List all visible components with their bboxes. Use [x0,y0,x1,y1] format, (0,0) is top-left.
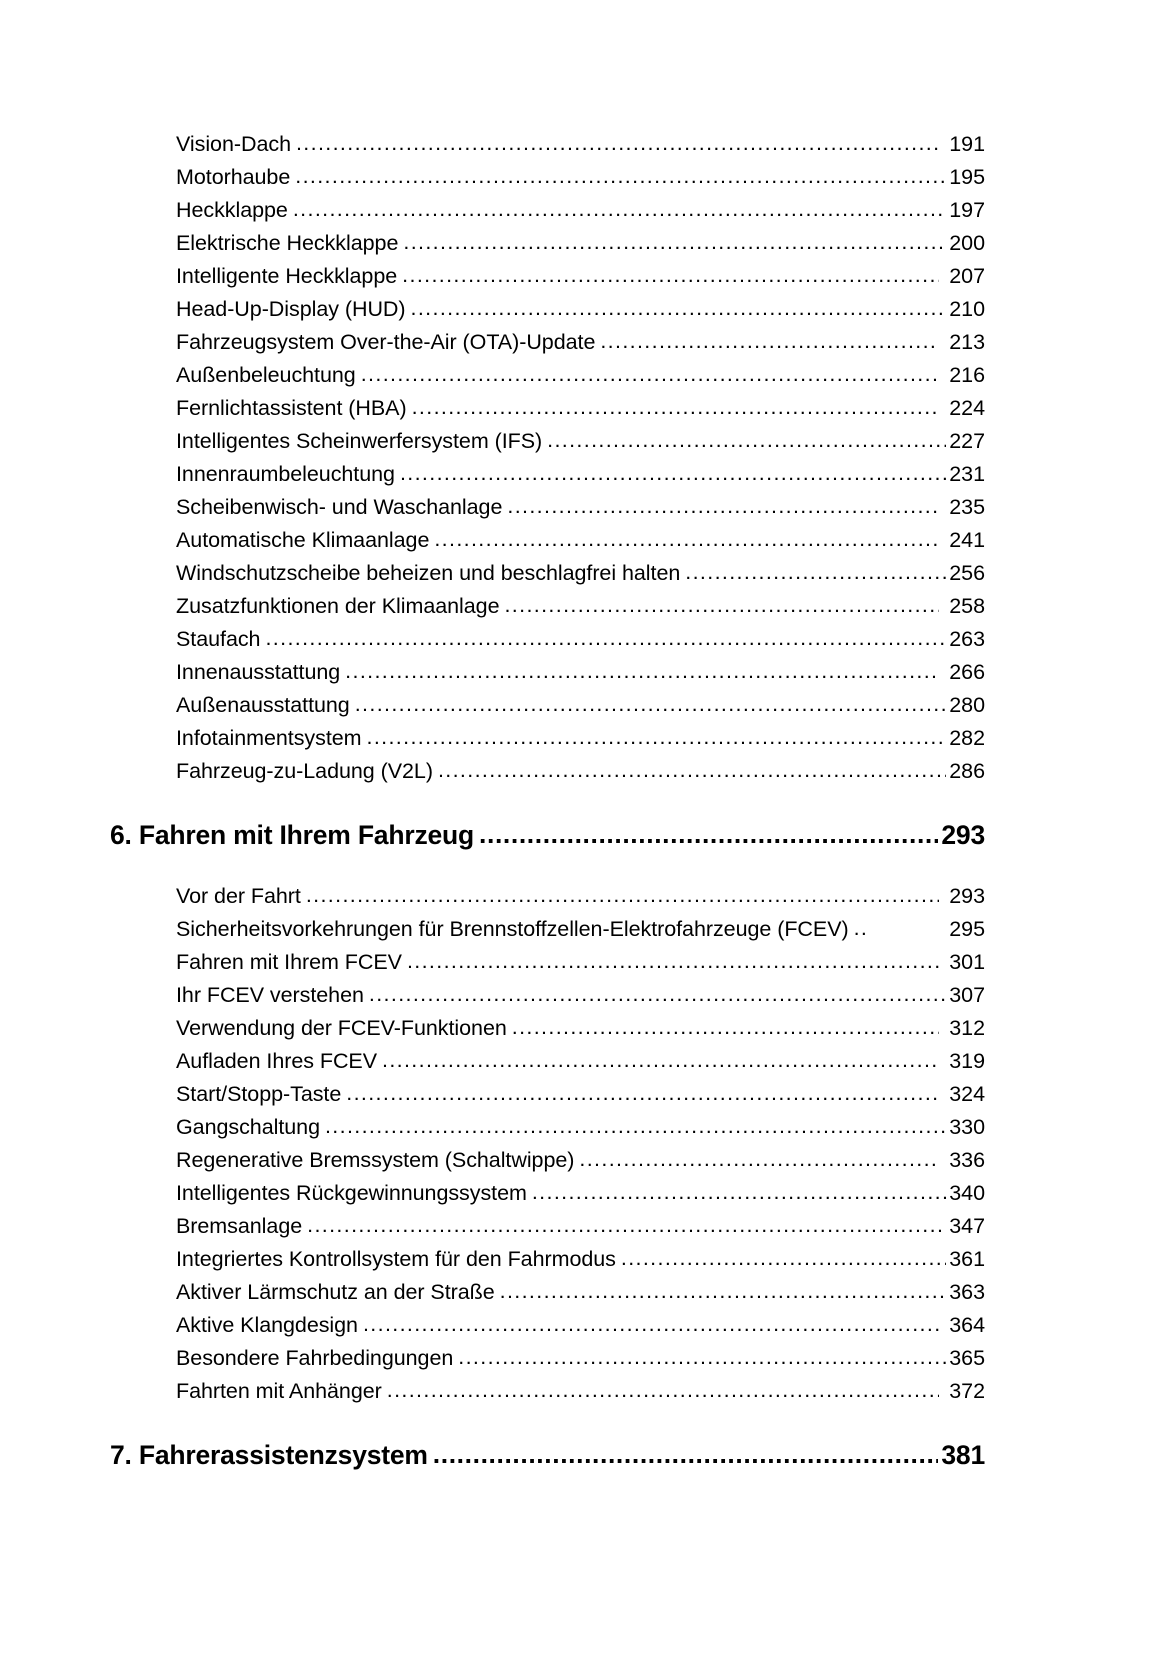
toc-entry-label: Vision-Dach [176,132,291,156]
toc-dot-leader [579,1147,939,1172]
toc-dot-leader [433,1439,939,1470]
toc-entry-row[interactable] [110,1181,985,1214]
toc-entry-label: Regenerative Bremssystem (Schaltwippe) [176,1148,575,1172]
toc-entry-page-number: 301 [949,950,985,974]
toc-entry-page-number: 372 [949,1379,985,1403]
toc-dot-leader [621,1246,946,1271]
toc-entry-row[interactable] [110,1115,985,1148]
toc-entry-label: Intelligentes Scheinwerfersystem (IFS) [176,429,543,453]
toc-entry-label: Außenausstattung [176,693,350,717]
toc-dot-leader [363,1312,939,1337]
toc-entry-row[interactable] [110,132,985,165]
toc-dot-leader [438,758,946,783]
toc-entry-row[interactable] [110,297,985,330]
toc-entry-row[interactable] [110,950,985,983]
toc-entry-row[interactable] [110,917,985,950]
toc-dot-leader [479,819,938,850]
toc-entry-label: Gangschaltung [176,1115,320,1139]
toc-entry-row[interactable] [110,264,985,297]
toc-entry-label: Staufach [176,627,261,651]
toc-chapter-label: 6. Fahren mit Ihrem Fahrzeug [110,820,475,850]
toc-entry-label: Motorhaube [176,165,291,189]
toc-dot-leader [293,197,946,222]
toc-dot-leader [600,329,939,354]
toc-entry-row[interactable] [110,495,985,528]
toc-chapter-row[interactable] [110,1440,985,1486]
toc-entry-page-number: 365 [949,1346,985,1370]
toc-entry-page-number: 210 [949,297,985,321]
toc-entry-label: Innenraumbeleuchtung [176,462,395,486]
toc-entry-label: Besondere Fahrbedingungen [176,1346,454,1370]
toc-dot-leader [411,296,947,321]
toc-dot-leader [296,131,939,156]
toc-dot-leader [361,362,940,387]
toc-entry-label: Integriertes Kontrollsystem für den Fahrmodus [176,1247,616,1271]
toc-entry-row[interactable] [110,594,985,627]
toc-entry-row[interactable] [110,1049,985,1082]
toc-entry-page-number: 361 [949,1247,985,1271]
toc-entry-page-number: 363 [949,1280,985,1304]
toc-entry-label: Zusatzfunktionen der Klimaanlage [176,594,500,618]
toc-entry-row[interactable] [110,396,985,429]
toc-entry-row[interactable] [110,231,985,264]
toc-entry-label: Fahrzeug-zu-Ladung (V2L) [176,759,433,783]
toc-entry-label: Head-Up-Display (HUD) [176,297,406,321]
toc-dot-leader [367,725,947,750]
toc-dot-leader [685,560,946,585]
toc-dot-leader [325,1114,946,1139]
toc-chapter-page-number: 293 [941,820,985,850]
toc-entry-row[interactable] [110,1247,985,1280]
toc-dot-leader [532,1180,946,1205]
toc-entry-label: Infotainmentsystem [176,726,362,750]
toc-dot-leader [400,461,946,486]
toc-entry-page-number: 256 [949,561,985,585]
toc-entry-row[interactable] [110,759,985,792]
toc-dot-leader [403,230,946,255]
toc-entry-page-number: 195 [949,165,985,189]
toc-entry-label: Scheibenwisch- und Waschanlage [176,495,503,519]
toc-entry-label: Bremsanlage [176,1214,303,1238]
toc-entry-label: Ihr FCEV verstehen [176,983,364,1007]
toc-dot-leader [402,263,939,288]
toc-entry-row[interactable] [110,1214,985,1247]
toc-entry-row[interactable] [110,1082,985,1115]
toc-entry-label: Verwendung der FCEV-Funktionen [176,1016,507,1040]
toc-dot-leader [345,659,939,684]
toc-dot-leader [307,1213,946,1238]
toc-entry-page-number: 216 [949,363,985,387]
toc-entry-label: Aktive Klangdesign [176,1313,358,1337]
toc-dot-leader [507,494,939,519]
toc-entry-label: Intelligente Heckklappe [176,264,398,288]
toc-entry-page-number: 280 [949,693,985,717]
toc-entry-row[interactable] [110,429,985,462]
toc-entry-label: Vor der Fahrt [176,884,301,908]
toc-entry-row[interactable] [110,1313,985,1346]
toc-entry-page-number: 207 [949,264,985,288]
toc-entry-label: Intelligentes Rückgewinnungssystem [176,1181,527,1205]
toc-entry-page-number: 224 [949,396,985,420]
toc-chapter-page-number: 381 [941,1440,985,1470]
toc-dot-leader [346,1081,939,1106]
toc-dot-leader [500,1279,947,1304]
toc-entry-row[interactable] [110,528,985,561]
toc-entry-page-number: 295 [949,917,985,941]
toc-entry-label: Heckklappe [176,198,288,222]
toc-entry-row[interactable] [110,1379,985,1412]
toc-entry-page-number: 347 [949,1214,985,1238]
toc-entry-row[interactable] [110,1346,985,1379]
table-of-contents-list [110,132,985,1504]
toc-entry-row[interactable] [110,627,985,660]
toc-dot-leader [504,593,939,618]
toc-entry-row[interactable] [110,660,985,693]
toc-dot-leader [355,692,947,717]
toc-entry-page-number: 263 [949,627,985,651]
toc-entry-page-number: 319 [949,1049,985,1073]
toc-entry-page-number: 286 [949,759,985,783]
toc-entry-page-number: 235 [949,495,985,519]
toc-entry-label: Fahrzeugsystem Over-the-Air (OTA)-Update [176,330,596,354]
toc-entry-page-number: 227 [949,429,985,453]
toc-entry-page-number: 258 [949,594,985,618]
toc-entry-label: Automatische Klimaanlage [176,528,430,552]
toc-entry-page-number: 191 [949,132,985,156]
toc-entry-row[interactable] [110,983,985,1016]
toc-entry-label: Fernlichtassistent (HBA) [176,396,407,420]
toc-entry-row[interactable] [110,363,985,396]
toc-chapter-label: 7. Fahrerassistenzsystem [110,1440,428,1470]
toc-entry-row[interactable] [110,726,985,759]
toc-entry-label: Fahrten mit Anhänger [176,1379,382,1403]
toc-dot-leader [295,164,946,189]
toc-dot-leader [306,883,939,908]
toc-entry-page-number: 364 [949,1313,985,1337]
toc-chapter-row[interactable] [110,820,985,866]
toc-entry-page-number: 241 [949,528,985,552]
toc-entry-page-number: 340 [949,1181,985,1205]
toc-entry-label: Außenbeleuchtung [176,363,356,387]
toc-entry-page-number: 266 [949,660,985,684]
toc-dot-leader [265,626,946,651]
toc-entry-label: Windschutzscheibe beheizen und beschlagfrei halten [176,561,681,585]
toc-entry-page-number: 307 [949,983,985,1007]
toc-entry-page-number: 282 [949,726,985,750]
toc-dot-leader [512,1015,940,1040]
toc-entry-label: Start/Stopp-Taste [176,1082,342,1106]
toc-entry-page-number: 231 [949,462,985,486]
toc-entry-row[interactable] [110,198,985,231]
toc-entry-label: Innenausstattung [176,660,341,684]
toc-entry-page-number: 213 [949,330,985,354]
toc-entry-row[interactable] [110,1016,985,1049]
toc-entry-label: Elektrische Heckklappe [176,231,399,255]
toc-entry-page-number: 197 [949,198,985,222]
toc-entry-label: Fahren mit Ihrem FCEV [176,950,402,974]
toc-entry-row[interactable] [110,884,985,917]
toc-entry-label: Sicherheitsvorkehrungen für Brennstoffzellen-Elektrofahrzeuge (FCEV) [176,917,849,941]
toc-dot-leader [382,1048,939,1073]
toc-entry-page-number: 324 [949,1082,985,1106]
toc-dot-leader [434,527,939,552]
toc-entry-row[interactable] [110,330,985,363]
toc-entry-page-number: 336 [949,1148,985,1172]
toc-dot-leader [458,1345,946,1370]
toc-dot-leader [854,916,869,941]
toc-entry-row[interactable] [110,165,985,198]
toc-entry-label: Aktiver Lärmschutz an der Straße [176,1280,495,1304]
toc-entry-label: Aufladen Ihres FCEV [176,1049,378,1073]
toc-entry-page-number: 330 [949,1115,985,1139]
toc-entry-row[interactable] [110,693,985,726]
toc-entry-row[interactable] [110,1148,985,1181]
toc-dot-leader [387,1378,940,1403]
toc-dot-leader [412,395,940,420]
toc-dot-leader [407,949,939,974]
toc-entry-row[interactable] [110,1280,985,1313]
toc-entry-page-number: 293 [949,884,985,908]
toc-entry-page-number: 312 [949,1016,985,1040]
toc-entry-page-number: 200 [949,231,985,255]
toc-entry-row[interactable] [110,462,985,495]
toc-dot-leader [369,982,946,1007]
toc-dot-leader [547,428,946,453]
toc-entry-row[interactable] [110,561,985,594]
